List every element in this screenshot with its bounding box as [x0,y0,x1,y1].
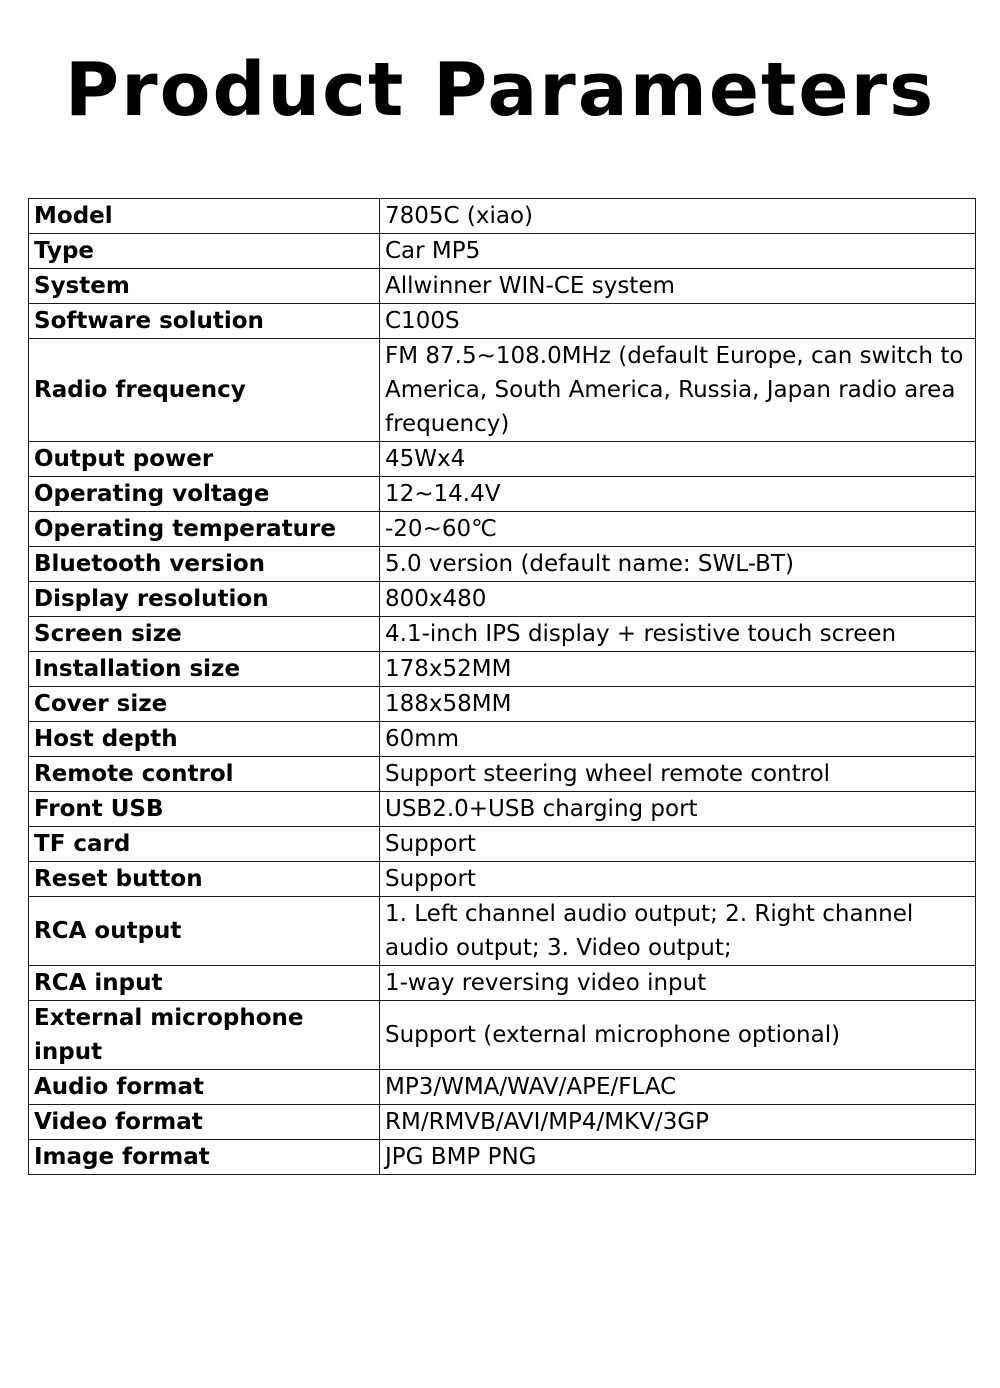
table-row [29,897,976,966]
spec-label: External microphone input [29,1001,380,1070]
spec-value: Support steering wheel remote control [380,757,976,792]
spec-label: Software solution [29,304,380,339]
spec-value: Allwinner WIN-CE system [380,269,976,304]
table-row [29,687,976,722]
spec-value: JPG BMP PNG [380,1140,976,1175]
spec-label: Radio frequency [29,339,380,442]
spec-value: 4.1-inch IPS display + resistive touch screen [380,617,976,652]
table-row [29,512,976,547]
spec-label: Screen size [29,617,380,652]
table-row [29,862,976,897]
spec-value: RM/RMVB/AVI/MP4/MKV/3GP [380,1105,976,1140]
spec-value: USB2.0+USB charging port [380,792,976,827]
table-row [29,1001,976,1070]
spec-value: 60mm [380,722,976,757]
spec-value: -20~60℃ [380,512,976,547]
table-row [29,234,976,269]
spec-label: Video format [29,1105,380,1140]
table-row [29,199,976,234]
spec-label: System [29,269,380,304]
table-row [29,547,976,582]
table-row [29,269,976,304]
spec-label: Model [29,199,380,234]
spec-label: Front USB [29,792,380,827]
page-title: Product Parameters [64,47,936,133]
table-row [29,827,976,862]
table-row [29,1105,976,1140]
table-row [29,617,976,652]
spec-label: RCA output [29,897,380,966]
spec-label: Bluetooth version [29,547,380,582]
spec-label: Remote control [29,757,380,792]
table-row [29,652,976,687]
spec-value: Support [380,827,976,862]
table-row [29,1140,976,1175]
spec-value: 1. Left channel audio output; 2. Right channel audio output; 3. Video output; [380,897,976,966]
spec-value: MP3/WMA/WAV/APE/FLAC [380,1070,976,1105]
spec-value: 45Wx4 [380,442,976,477]
spec-label: Display resolution [29,582,380,617]
spec-label: Audio format [29,1070,380,1105]
table-row [29,477,976,512]
spec-label: Operating voltage [29,477,380,512]
table-row [29,1070,976,1105]
spec-value: Car MP5 [380,234,976,269]
spec-label: Host depth [29,722,380,757]
spec-value: FM 87.5~108.0MHz (default Europe, can switch to America, South America, Russia, Japan radio area frequency) [380,339,976,442]
spec-value: 188x58MM [380,687,976,722]
spec-value: 800x480 [380,582,976,617]
spec-value: 7805C (xiao) [380,199,976,234]
spec-label: Output power [29,442,380,477]
spec-label: Installation size [29,652,380,687]
table-row [29,966,976,1001]
spec-value: 5.0 version (default name: SWL-BT) [380,547,976,582]
spec-value: C100S [380,304,976,339]
table-row [29,304,976,339]
spec-label: TF card [29,827,380,862]
table-row [29,339,976,442]
table-row [29,442,976,477]
spec-label: RCA input [29,966,380,1001]
table-row [29,722,976,757]
spec-label: Cover size [29,687,380,722]
spec-value: 12~14.4V [380,477,976,512]
spec-table [28,198,976,1175]
table-row [29,757,976,792]
spec-value: 1-way reversing video input [380,966,976,1001]
spec-value: 178x52MM [380,652,976,687]
spec-value: Support (external microphone optional) [380,1001,976,1070]
spec-value: Support [380,862,976,897]
spec-label: Image format [29,1140,380,1175]
spec-label: Reset button [29,862,380,897]
table-row [29,792,976,827]
table-row [29,582,976,617]
spec-label: Operating temperature [29,512,380,547]
spec-label: Type [29,234,380,269]
